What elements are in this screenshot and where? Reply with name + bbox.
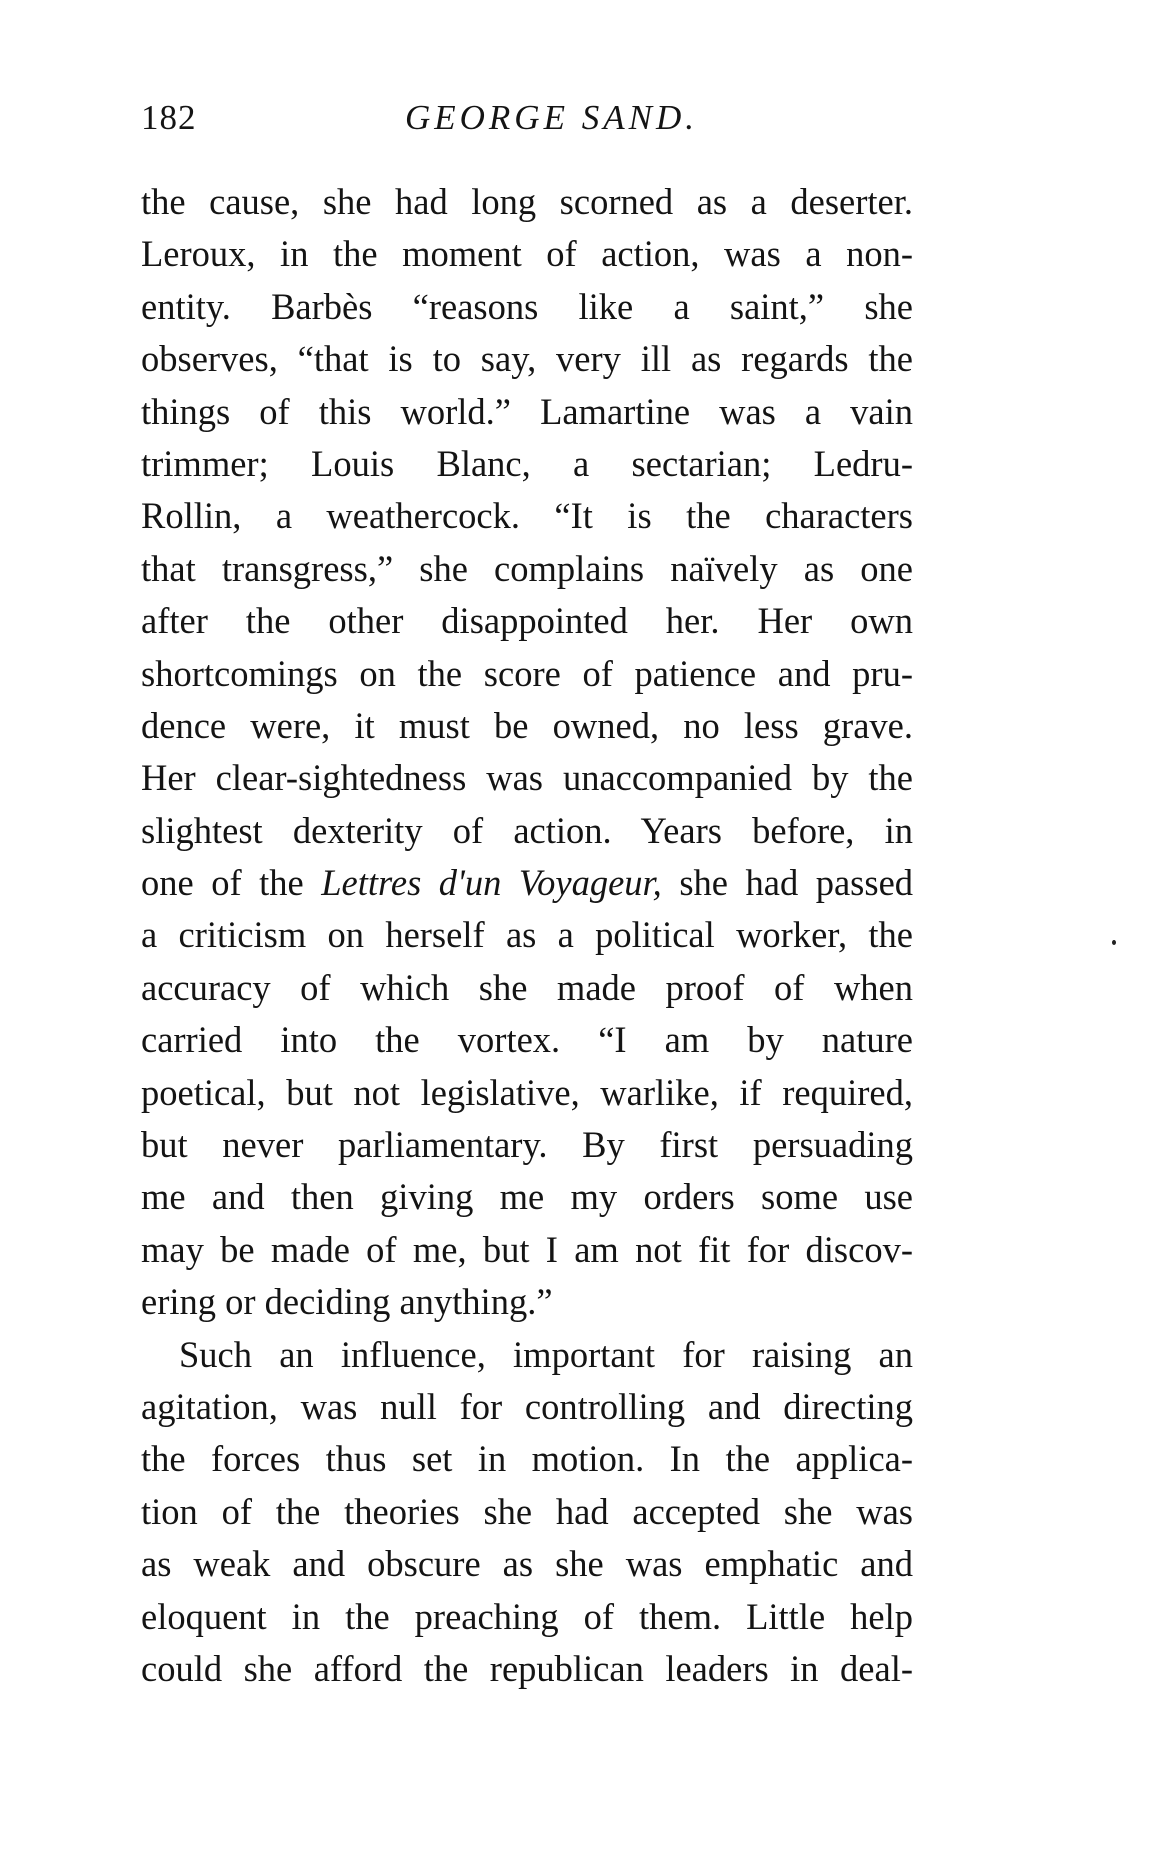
text-line: Rollin, a weathercock. “It is the characters [141, 495, 913, 537]
text-line: agitation, was null for controlling and directing [141, 1385, 913, 1427]
text-line: after the other disappointed her. Her own [141, 600, 913, 642]
text-line: the cause, she had long scorned as a deserter. [141, 181, 913, 222]
ink-speck [1112, 940, 1116, 945]
text-line: things of this world.” Lamartine was a vain [141, 390, 913, 432]
text-fragment: one of the [141, 862, 304, 904]
text-line: me and then giving me my orders some use [141, 1176, 913, 1218]
page-number: 182 [141, 98, 197, 137]
body-text [141, 176, 913, 1695]
text-line: may be made of me, but I am not fit for discov- [141, 1228, 913, 1270]
text-line: trimmer; Louis Blanc, a sectarian; Ledru- [141, 442, 913, 484]
text-line: could she afford the republican leaders in deal- [141, 1647, 913, 1689]
text-line: entity. Barbès “reasons like a saint,” she [141, 285, 913, 327]
text-line: observes, “that is to say, very ill as regards the [141, 338, 913, 380]
text-line: Leroux, in the moment of action, was a non- [141, 233, 913, 275]
text-line: but never parliamentary. By first persuading [141, 1124, 913, 1166]
text-line: carried into the vortex. “I am by nature [141, 1019, 913, 1061]
text-line: dence were, it must be owned, no less grave. [141, 704, 913, 746]
page-header [141, 98, 913, 142]
text-line: that transgress,” she complains naïvely as one [141, 547, 913, 589]
text-line: poetical, but not legislative, warlike, if required, [141, 1071, 913, 1113]
text-line: slightest dexterity of action. Years before, in [141, 809, 913, 851]
text-line: shortcomings on the score of patience and pru- [141, 652, 913, 694]
text-line-with-title [141, 857, 913, 909]
paragraph-end-line: ering or deciding anything.” [141, 1281, 553, 1323]
running-title: GEORGE SAND. [405, 98, 698, 137]
text-line: tion of the theories she had accepted she was [141, 1490, 913, 1532]
text-fragment: she had passed [679, 862, 914, 904]
book-title: Lettres d'un Voyageur, [321, 862, 662, 904]
text-line: a criticism on herself as a political worker, the [141, 914, 913, 956]
text-line: as weak and obscure as she was emphatic and [141, 1543, 913, 1585]
text-line: Her clear-sightedness was unaccompanied by the [141, 757, 913, 799]
text-line: the forces thus set in motion. In the applica- [141, 1438, 913, 1480]
text-line: eloquent in the preaching of them. Little help [141, 1595, 913, 1637]
paragraph-first-line: Such an influence, important for raising an [179, 1333, 913, 1375]
text-line: accuracy of which she made proof of when [141, 966, 913, 1008]
